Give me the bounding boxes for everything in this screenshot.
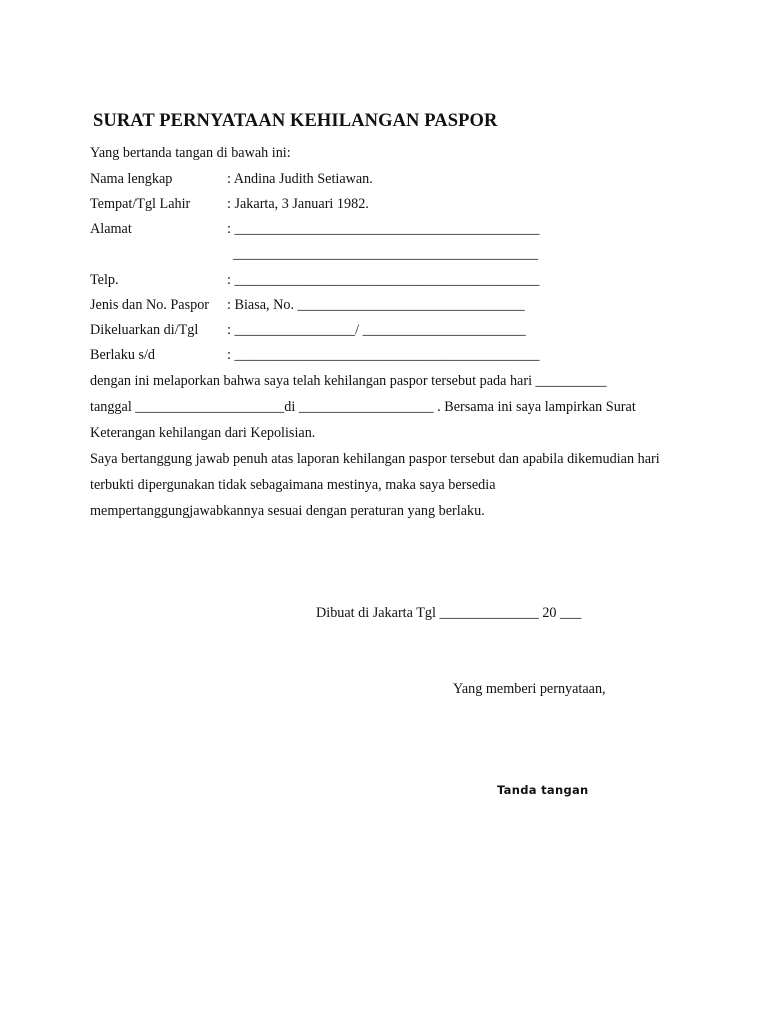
field-value-telp: : ___________________________________________ xyxy=(227,272,540,288)
field-value-jenis-paspor: : Biasa, No. ________________________________ xyxy=(227,297,525,313)
declarant-label: Yang memberi pernyataan, xyxy=(453,681,606,697)
field-label-tempat-tgl-lahir: Tempat/Tgl Lahir xyxy=(90,196,191,212)
field-label-berlaku: Berlaku s/d xyxy=(90,347,156,363)
field-label-jenis-paspor: Jenis dan No. Paspor xyxy=(90,297,210,313)
intro-text: Yang bertanda tangan di bawah ini: xyxy=(90,145,291,161)
paragraph-1-line-1: dengan ini melaporkan bahwa saya telah kehilangan paspor tersebut pada hari __________ xyxy=(90,373,607,389)
field-value-berlaku: : ___________________________________________ xyxy=(227,347,540,363)
field-value-dikeluarkan: : _________________/ _______________________ xyxy=(227,322,526,338)
document-title: SURAT PERNYATAAN KEHILANGAN PASPOR xyxy=(93,111,498,131)
field-value-nama: : Andina Judith Setiawan. xyxy=(227,171,373,187)
place-date-line: Dibuat di Jakarta Tgl ______________ 20 ___ xyxy=(316,605,582,621)
field-value-tempat-tgl-lahir: : Jakarta, 3 Januari 1982. xyxy=(227,196,369,212)
field-label-nama: Nama lengkap xyxy=(90,171,173,187)
paragraph-2-line-1: Saya bertanggung jawab penuh atas laporan kehilangan paspor tersebut dan apabila dikemudian hari xyxy=(90,451,660,467)
paragraph-2-line-3: mempertanggungjawabkannya sesuai dengan peraturan yang berlaku. xyxy=(90,503,485,519)
paragraph-1-line-2: tanggal _____________________di ___________________ . Bersama ini saya lampirkan Surat xyxy=(90,399,636,415)
field-value-alamat-line2: ___________________________________________ xyxy=(233,246,539,262)
field-label-telp: Telp. xyxy=(90,272,119,288)
field-value-alamat: : ___________________________________________ xyxy=(227,221,540,237)
paragraph-2-line-2: terbukti dipergunakan tidak sebagaimana mestinya, maka saya bersedia xyxy=(90,477,496,493)
field-label-dikeluarkan: Dikeluarkan di/Tgl xyxy=(90,322,199,338)
signature-label: Tanda tangan xyxy=(497,783,589,797)
paragraph-1-line-3: Keterangan kehilangan dari Kepolisian. xyxy=(90,425,316,441)
field-label-alamat: Alamat xyxy=(90,221,132,237)
